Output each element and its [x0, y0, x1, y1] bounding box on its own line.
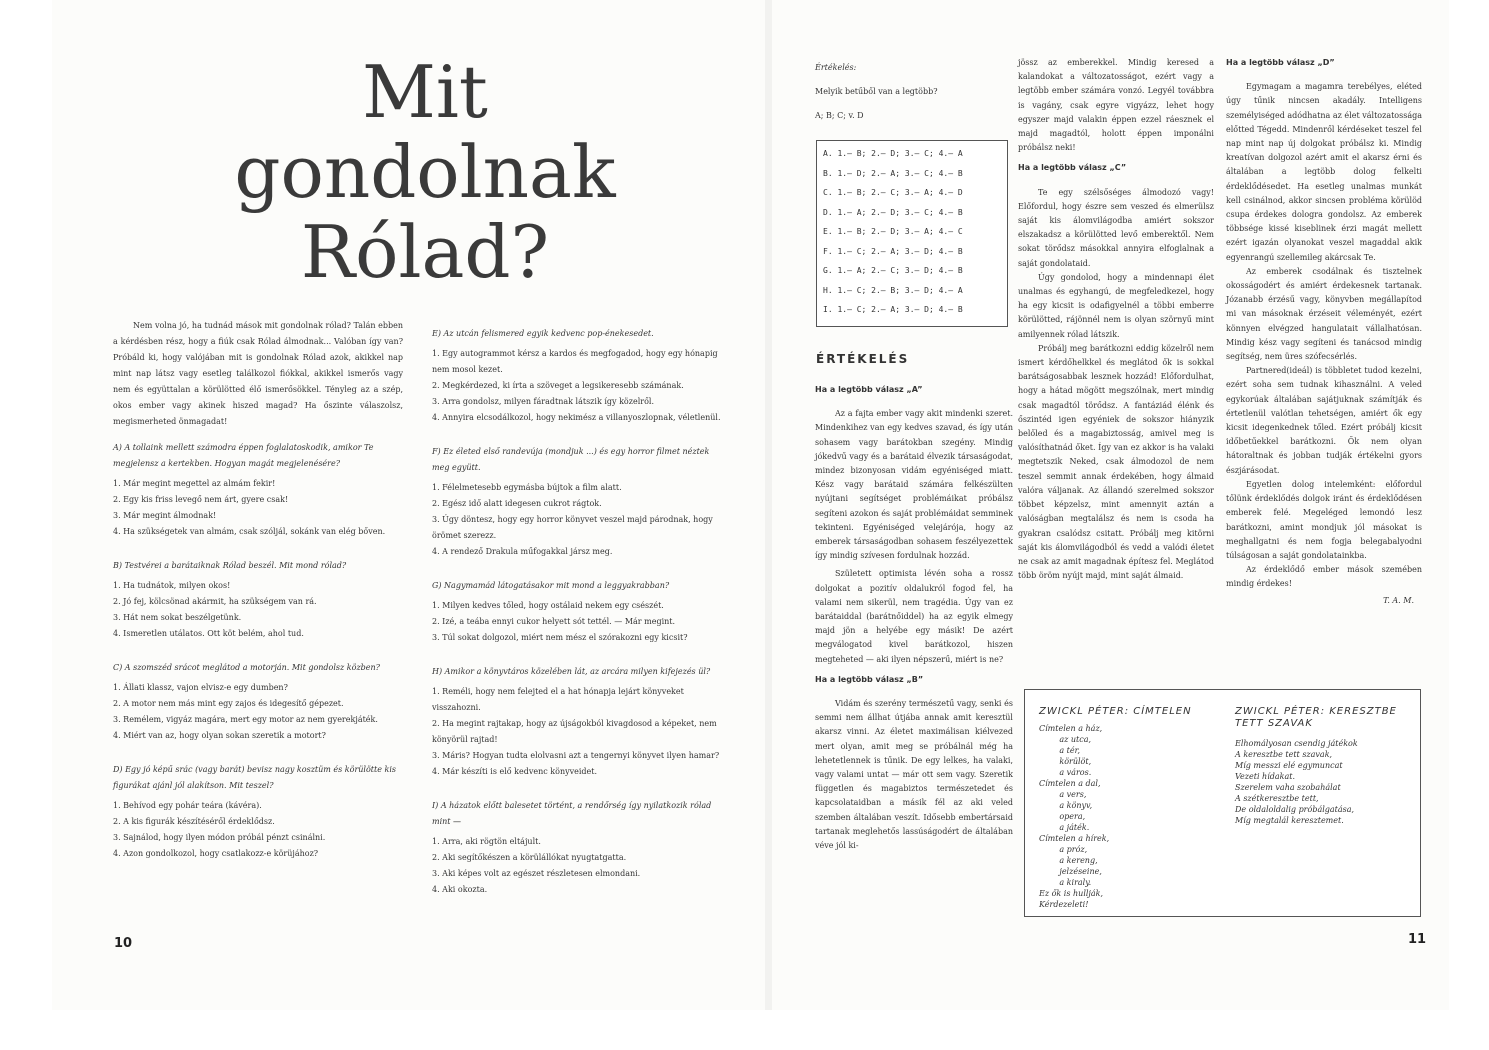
answer: 3. Túl sokat dolgozol, miért nem mész el szórakozni egy kicsit?: [432, 633, 688, 642]
answer: 1. Ha tudnátok, milyen okos!: [113, 581, 231, 590]
answers-d: [113, 798, 403, 862]
answer-key-row: A. 1.— B; 2.— D; 3.— C; 4.— A: [823, 149, 963, 158]
answer: 2. A motor nem más mint egy zajos és idegesítő gépezet.: [113, 699, 344, 708]
answer: 1. Már megint megettel az almám fekir!: [113, 479, 276, 488]
answer: 2. Ha megint rajtakap, hogy az újságokból kivagdosod a képeket, nem könyörül rajtad!: [432, 719, 717, 744]
answer-key-row: I. 1.— C; 2.— A; 3.— D; 4.— B: [823, 305, 963, 314]
poem-right-title: ZWICKL PÉTER: KERESZTBE TETT SZAVAK: [1235, 706, 1397, 729]
question-f: F) Ez életed első randevúja (mondjuk ...) és egy horror filmet néztek meg együtt.: [432, 447, 710, 472]
answer: 3. Már megint álmodnak!: [113, 511, 217, 520]
answer: 4. Már készíti is elő kedvenc könyveidet.: [432, 767, 598, 776]
answer: 2. Izé, a teába ennyi cukor helyett sót tettél. — Már megint.: [432, 617, 676, 626]
answer: 3. Arra gondolsz, milyen fáradtnak látszik így közelről.: [432, 397, 654, 406]
answers-a: [113, 476, 403, 540]
answer: 1. Reméli, hogy nem felejted el a hat hónapja lejárt könyveket visszahozni.: [432, 687, 684, 712]
poem-line: az utca,: [1039, 735, 1092, 744]
poem-line: a könyv,: [1039, 801, 1093, 810]
question-d: D) Egy jó képű srác (vagy barát) bevisz nagy kosztüm és körülötte kis figurákat ajánl jól alakítson. Mit teszel?: [113, 765, 397, 790]
poem-line: Míg messzi elé egymuncat: [1235, 761, 1343, 770]
evaluation-heading: ÉRTÉKELÉS: [816, 352, 910, 366]
answer-key-row: G. 1.— A; 2.— C; 3.— D; 4.— B: [823, 266, 963, 275]
answers-c: [113, 680, 403, 744]
left-column-2: [432, 318, 722, 898]
poem-left-title: ZWICKL PÉTER: CÍMTELEN: [1039, 706, 1192, 717]
poem-line: A szétkeresztbe tett,: [1235, 794, 1319, 803]
question-e: E) Az utcán felismered egyik kedvenc pop-énekesedet.: [432, 329, 654, 338]
poem-line: Címtelen a ház,: [1039, 724, 1103, 733]
answer-key-row: C. 1.— B; 2.— C; 3.— A; 4.— D: [823, 188, 963, 197]
question-h: H) Amikor a könyvtáros közelében lát, az arcára milyen kifejezés ül?: [432, 667, 711, 676]
answer: 2. Jó fej, kölcsönad akármit, ha szükségem van rá.: [113, 597, 317, 606]
poem-line: Kérdezeleti!: [1039, 900, 1089, 909]
answer: 3. Aki képes volt az egészet részletesen elmondani.: [432, 869, 641, 878]
poem-line: Szerelem vaha szobahálat: [1235, 783, 1341, 792]
answer: 1. Állati klassz, vajon elvisz-e egy dumben?: [113, 683, 288, 692]
answers-h: [432, 684, 722, 780]
poem-line: Ez ők is hullják,: [1039, 889, 1104, 898]
poem-line: Címtelen a dal,: [1039, 779, 1101, 788]
answer: 4. A rendező Drakula műfogakkal jársz meg.: [432, 547, 613, 556]
answers-g: [432, 598, 722, 646]
answer-key-table: [816, 140, 1008, 327]
poem-left: [1039, 706, 1229, 910]
answer-key-row: D. 1.— A; 2.— D; 3.— C; 4.— B: [823, 207, 963, 217]
scoring-question: Melyik betűből van a legtöbb?: [815, 87, 938, 96]
closing-line: Az érdeklődő ember mások szemében mindig érdekes!: [1226, 565, 1422, 589]
left-column-1: [113, 318, 403, 862]
author-signature: T. A. M.: [1383, 595, 1414, 605]
question-i: I) A házatok előtt balesetet történt, a rendőrség így nyilatkozik rólad mint —: [432, 801, 712, 826]
answer: 1. Félelmetesebb egymásba bújtok a film alatt.: [432, 483, 622, 492]
poem-line: Címtelen a hírek,: [1039, 834, 1110, 843]
poem-right-lines: [1235, 738, 1413, 826]
poem-line: Míg megtalál keresztemet.: [1235, 816, 1344, 825]
subheading-d: Ha a legtöbb válasz „D”: [1226, 58, 1335, 67]
intro-paragraph: Nem volna jó, ha tudnád mások mit gondolnak rólad? Talán ebben a kérdésben rész, hogy a fiúk csak Rólad álmodnak... Valóban így van? Próbáld ki, hogy valójában mit is gondolnak Rólad azok, akikkel nap mint nap látsz vagy esetleg találkozol fiókkal, akikkel ismerős vagy nem és együttalan a körülötted élő ismerősökkel. Tényleg az a szép, okos ember vagy akinek hiszed magad? Ha őszinte válaszolsz, megismerheted önmagadat!: [113, 321, 403, 426]
answer-key-row: F. 1.— C; 2.— A; 3.— D; 4.— B: [823, 246, 963, 256]
body-a: Az a fajta ember vagy akit mindenki szeret. Mindenkihez van egy kedves szavad, és így után sohasem vagy barátokban szegény. Mindig jókedvű vagy és a barátaid élvezik társaságodat, mindez bizonyosan vidám egyéniséged miatt. Kész vagy barátaid számára felkészülten nyújtani segítséget problémáikat próbálsz segíteni azokon és saját problémáidat semminek tekinteni. Egyéniséged velejárója, hogy az emberek társaságodban sohasem feszélyezettek így mindig szívesen fordulnak hozzád.: [815, 409, 1013, 561]
page-number-right: 11: [1408, 932, 1427, 947]
poem-left-lines: [1039, 723, 1229, 910]
answers-f: [432, 480, 722, 560]
body-d: Egymagam a magamra terebélyes, eléted úgy tűnik nincsen akadály. Intelligens személyiséged adódhatna az élet változatossága előtted Tégedd. Mindenről kérdéseket teszel fel nap mint nap új dolgokat próbálsz ki. Mindig kreatívan dolgozol azért amit el akarsz érni és általában a legtöbb dolog felkelti érdeklődésedet. Ha esetleg unalmas munkát kell csinálnod, akkor sincsen probléma körülöd csupa érdekes dologra gondolsz. Az emberek többsége kissé kiseblinek érzi magát mellett ezért igazán olyanokat veszel magaddal akik egyenrangú szellemileg akárcsak Te.: [1226, 82, 1422, 262]
answer: 1. Behívod egy pohár teára (kávéra).: [113, 801, 262, 810]
body-d-2: Az emberek csodálnak és tisztelnek okosságodért és amiért érdekesnek tartanak. Józanabb érzésű vagy, könyvben megállapítod mi van másoknak érzéseit véleményét, ezért könnyen elvégzed hangulatait vállalhatósan. Mindig kész vagy segíteni és tanácsod mindig segítség, nem üres szófecsérlés.: [1226, 266, 1422, 362]
body-d-4: Egyetlen dolog intelemként: előfordul tőlünk érdeklődés dolgok iránt és érdeklődésen emberek felé. Megeléged lemondó lesz barátkozni, amint mondjuk jól másokat is meghallgatni és nem fogja belegabalyodni túlságosan a saját gondolatainkba.: [1226, 479, 1422, 560]
question-a: A) A tollaink mellett számodra éppen foglalatoskodik, amikor Te megjelensz a kertekben. Hogyan magát megjelenésére?: [113, 443, 374, 468]
body-b-continued: jössz az emberekkel. Mindig keresed a kalandokat a változatosságot, ezért vagy a legtöbb ember számára vonzó. Legyél továbbra is vagány, csak egyre vigyázz, lehet hogy egyszer majd valakin éppen ezzel ráesznek el majd magadtól, holott éppen imponálni próbálsz neki!: [1018, 58, 1214, 153]
poem-box: [1024, 689, 1421, 917]
poem-line: De oldaloldalig próbálgatása,: [1235, 805, 1355, 814]
scoring-label: Értékelés:: [815, 63, 857, 72]
poem-line: a kiraly.: [1039, 878, 1092, 887]
evaluation-column-1: [815, 383, 1013, 853]
answer: 4. Aki okozta.: [432, 885, 488, 894]
poem-line: opera,: [1039, 812, 1086, 821]
answers-i: [432, 834, 722, 898]
answers-e: [432, 346, 722, 426]
poem-line: a próz,: [1039, 845, 1088, 854]
answer: 4. Annyira elcsodálkozol, hogy nekimész a villanyoszlopnak, véletlenül.: [432, 413, 721, 422]
body-c: Te egy szélsőséges álmodozó vagy! Előfordul, hogy észre sem veszed és elmerülsz saját kis álomvilágodba amiért sokszor elszakadsz a körülötted levő emberektől. Nem sokat törődsz másokkal annyira elfoglalnak a saját gondolataid.: [1018, 187, 1214, 268]
question-b: B) Testvérei a barátaiknak Rólad beszél. Mit mond rólad?: [113, 561, 347, 570]
answers-b: [113, 578, 403, 642]
poem-line: Elhomályosan csendig játékok: [1235, 739, 1358, 748]
page-title: [215, 52, 635, 292]
page-gutter: [765, 0, 772, 1010]
poem-line: Vezeti hídakat.: [1235, 772, 1296, 781]
subheading-c: Ha a legtöbb válasz „C”: [1018, 163, 1127, 173]
poem-line: jelzéseine,: [1039, 867, 1102, 876]
answer: 4. Azon gondolkozol, hogy csatlakozz-e körüjához?: [113, 849, 319, 858]
answer: 4. Ha szükségetek van almám, csak szóljál, sokánk van elég bőven.: [113, 527, 386, 536]
body-c-2: Úgy gondolod, hogy a mindennapi élet unalmas és egyhangú, de megfeledkezel, hogy ha egy kicsit is odafigyelnél a többi emberre körülötted, rájönnél nem is olyan szörnyű mint amilyennek rólad látszik.: [1018, 272, 1214, 339]
poem-line: körülöt,: [1039, 757, 1092, 766]
title-line-2: gondolnak: [234, 130, 616, 214]
answer: 1. Arra, aki rögtön eltájult.: [432, 837, 541, 846]
right-column-2: [1018, 56, 1214, 583]
poem-right: [1235, 706, 1413, 826]
answer: 2. Egy kis friss levegő nem árt, gyere csak!: [113, 495, 289, 504]
answer-key-row: H. 1.— C; 2.— B; 3.— D; 4.— A: [823, 285, 963, 295]
answer: 3. Úgy döntesz, hogy egy horror könyvet veszel majd párodnak, hogy örömet szerezz.: [432, 515, 713, 540]
subheading-b: Ha a legtöbb válasz „B”: [815, 674, 924, 684]
answer: 1. Milyen kedves tőled, hogy ostálaid nekem egy csészét.: [432, 601, 664, 610]
body-b: Vidám és szerény természetű vagy, senki és semmi nem állhat útjába annak amit keresztül akarsz vinni. Az életet maximálisan kiélvezed mert olyan, amit meg se próbálnál még ha lehetetlennek is tűnik. De egy lelkes, ha valaki, vagy valami untat — már ott sem vagy. Szeretik független és magabiztos természetedet és kapcsolataidban a másik fél az aki veled szemben általában veszít. Idősebb embertársaid tartanak meglehetős lassúságodért de általában véve jól ki-: [815, 699, 1013, 851]
answer: 2. Egész idő alatt idegesen cukrot rágtok.: [432, 499, 602, 508]
question-c: C) A szomszéd srácot meglátod a motorján. Mit gondolsz közben?: [113, 663, 380, 672]
scoring-options: A; B; C; v. D: [815, 111, 864, 120]
answer: 4. Miért van az, hogy olyan sokan szeretik a motort?: [113, 731, 326, 740]
right-column-1: [815, 60, 1013, 124]
poem-line: a kereng,: [1039, 856, 1098, 865]
answer: 3. Sajnálod, hogy ilyen módon próbál pénzt csinálni.: [113, 833, 326, 842]
body-a-2: Született optimista lévén soha a rossz dolgokat a pozitív oldalukról fogod fel, ha valami nem sikerül, nem tragédia. Úgy van ez barátaiddal (barátnőiddel) ha az egyik elmegy majd jön a helyébe egy másik! De azért megválogatod kivel barátkozol, hiszen megteheted — aki ilyen népszerű, miért is ne?: [815, 569, 1013, 664]
poem-line: A keresztbe tett szavak,: [1235, 750, 1333, 759]
poem-line: a játék.: [1039, 823, 1090, 832]
title-line-1: Mit: [362, 50, 488, 134]
answer: 1. Egy autogrammot kérsz a kardos és megfogadod, hogy egy hónapig nem mosol kezet.: [432, 349, 718, 374]
answer-key-row: B. 1.— D; 2.— A; 3.— C; 4.— B: [823, 168, 963, 178]
answer: 3. Remélem, vigyáz magára, mert egy motor az nem gyerekjáték.: [113, 715, 378, 724]
poem-line: a város.: [1039, 768, 1092, 777]
answer: 2. Megkérdezed, ki írta a szöveget a legsikeresebb számának.: [432, 381, 684, 390]
poem-line: a vers,: [1039, 790, 1087, 799]
poem-line: a tér,: [1039, 746, 1081, 755]
answer: 3. Máris? Hogyan tudta elolvasni azt a tengernyi könyvet ilyen hamar?: [432, 751, 720, 760]
page-number-left: 10: [114, 936, 133, 951]
answer: 4. Ismeretlen utálatos. Ott köt belém, ahol tud.: [113, 629, 304, 638]
question-g: G) Nagymamád látogatásakor mit mond a leggyakrabban?: [432, 581, 670, 590]
answer: 2. A kis figurák készítéséről érdeklődsz.: [113, 817, 275, 826]
answer: 3. Hát nem sokat beszélgetünk.: [113, 613, 242, 622]
answer-key-row: E. 1.— B; 2.— D; 3.— A; 4.— C: [823, 227, 963, 236]
right-column-3: [1226, 56, 1422, 608]
subheading-a: Ha a legtöbb válasz „A”: [815, 385, 923, 394]
answer: 2. Aki segítőkészen a körülállókat nyugtatgatta.: [432, 853, 627, 862]
body-c-3: Próbálj meg barátkozni eddig közelről nem ismert kérdőhelkkel és meglátod ők is sokkal barátságosabbak lesznek hozzád! Előfordulhat, hogy a hátad mögött megszólnak, mert mindig csak magadtól törődsz. A fantáziád élénk és őszintéd igen egyéniek de sokszor hiányzik belőled és a magabiztosság, amivel meg is valósíthatnád őket. Így van ez akkor is ha valaki megtetszik Neked, csak álmodozol de nem teszel semmit annak érdekében, hogy álmaid valóra váljanak. Az állandó szerelmed sokszor többet képzelsz, mint amennyit aztán a valóságban megtalálsz és nem is csoda ha gyakran csalódsz csitatt. Próbálj meg kitörni saját kis álomvilágodból és vedd a valódi életet ne csak az amit magadnak építesz fel. Meglátod több öröm nyújt majd, mint saját álmaid.: [1018, 343, 1214, 581]
body-d-3: Partnered(ideál) is többletet tudod kezelni, ezért soha sem tudnak kihasználni. A veled egykorúak általában sajátjuknak számítják és értetlenül valótlan tehetségen, amiért ők egy kicsit idegenkednek tőled. Ezért próbálj kicsit időbetűekkel barátkozni. Ők nem olyan hátoraltnak és jobban tudják értékelni gyors észjárásodat.: [1226, 366, 1422, 475]
title-line-3: Rólad?: [300, 210, 550, 294]
